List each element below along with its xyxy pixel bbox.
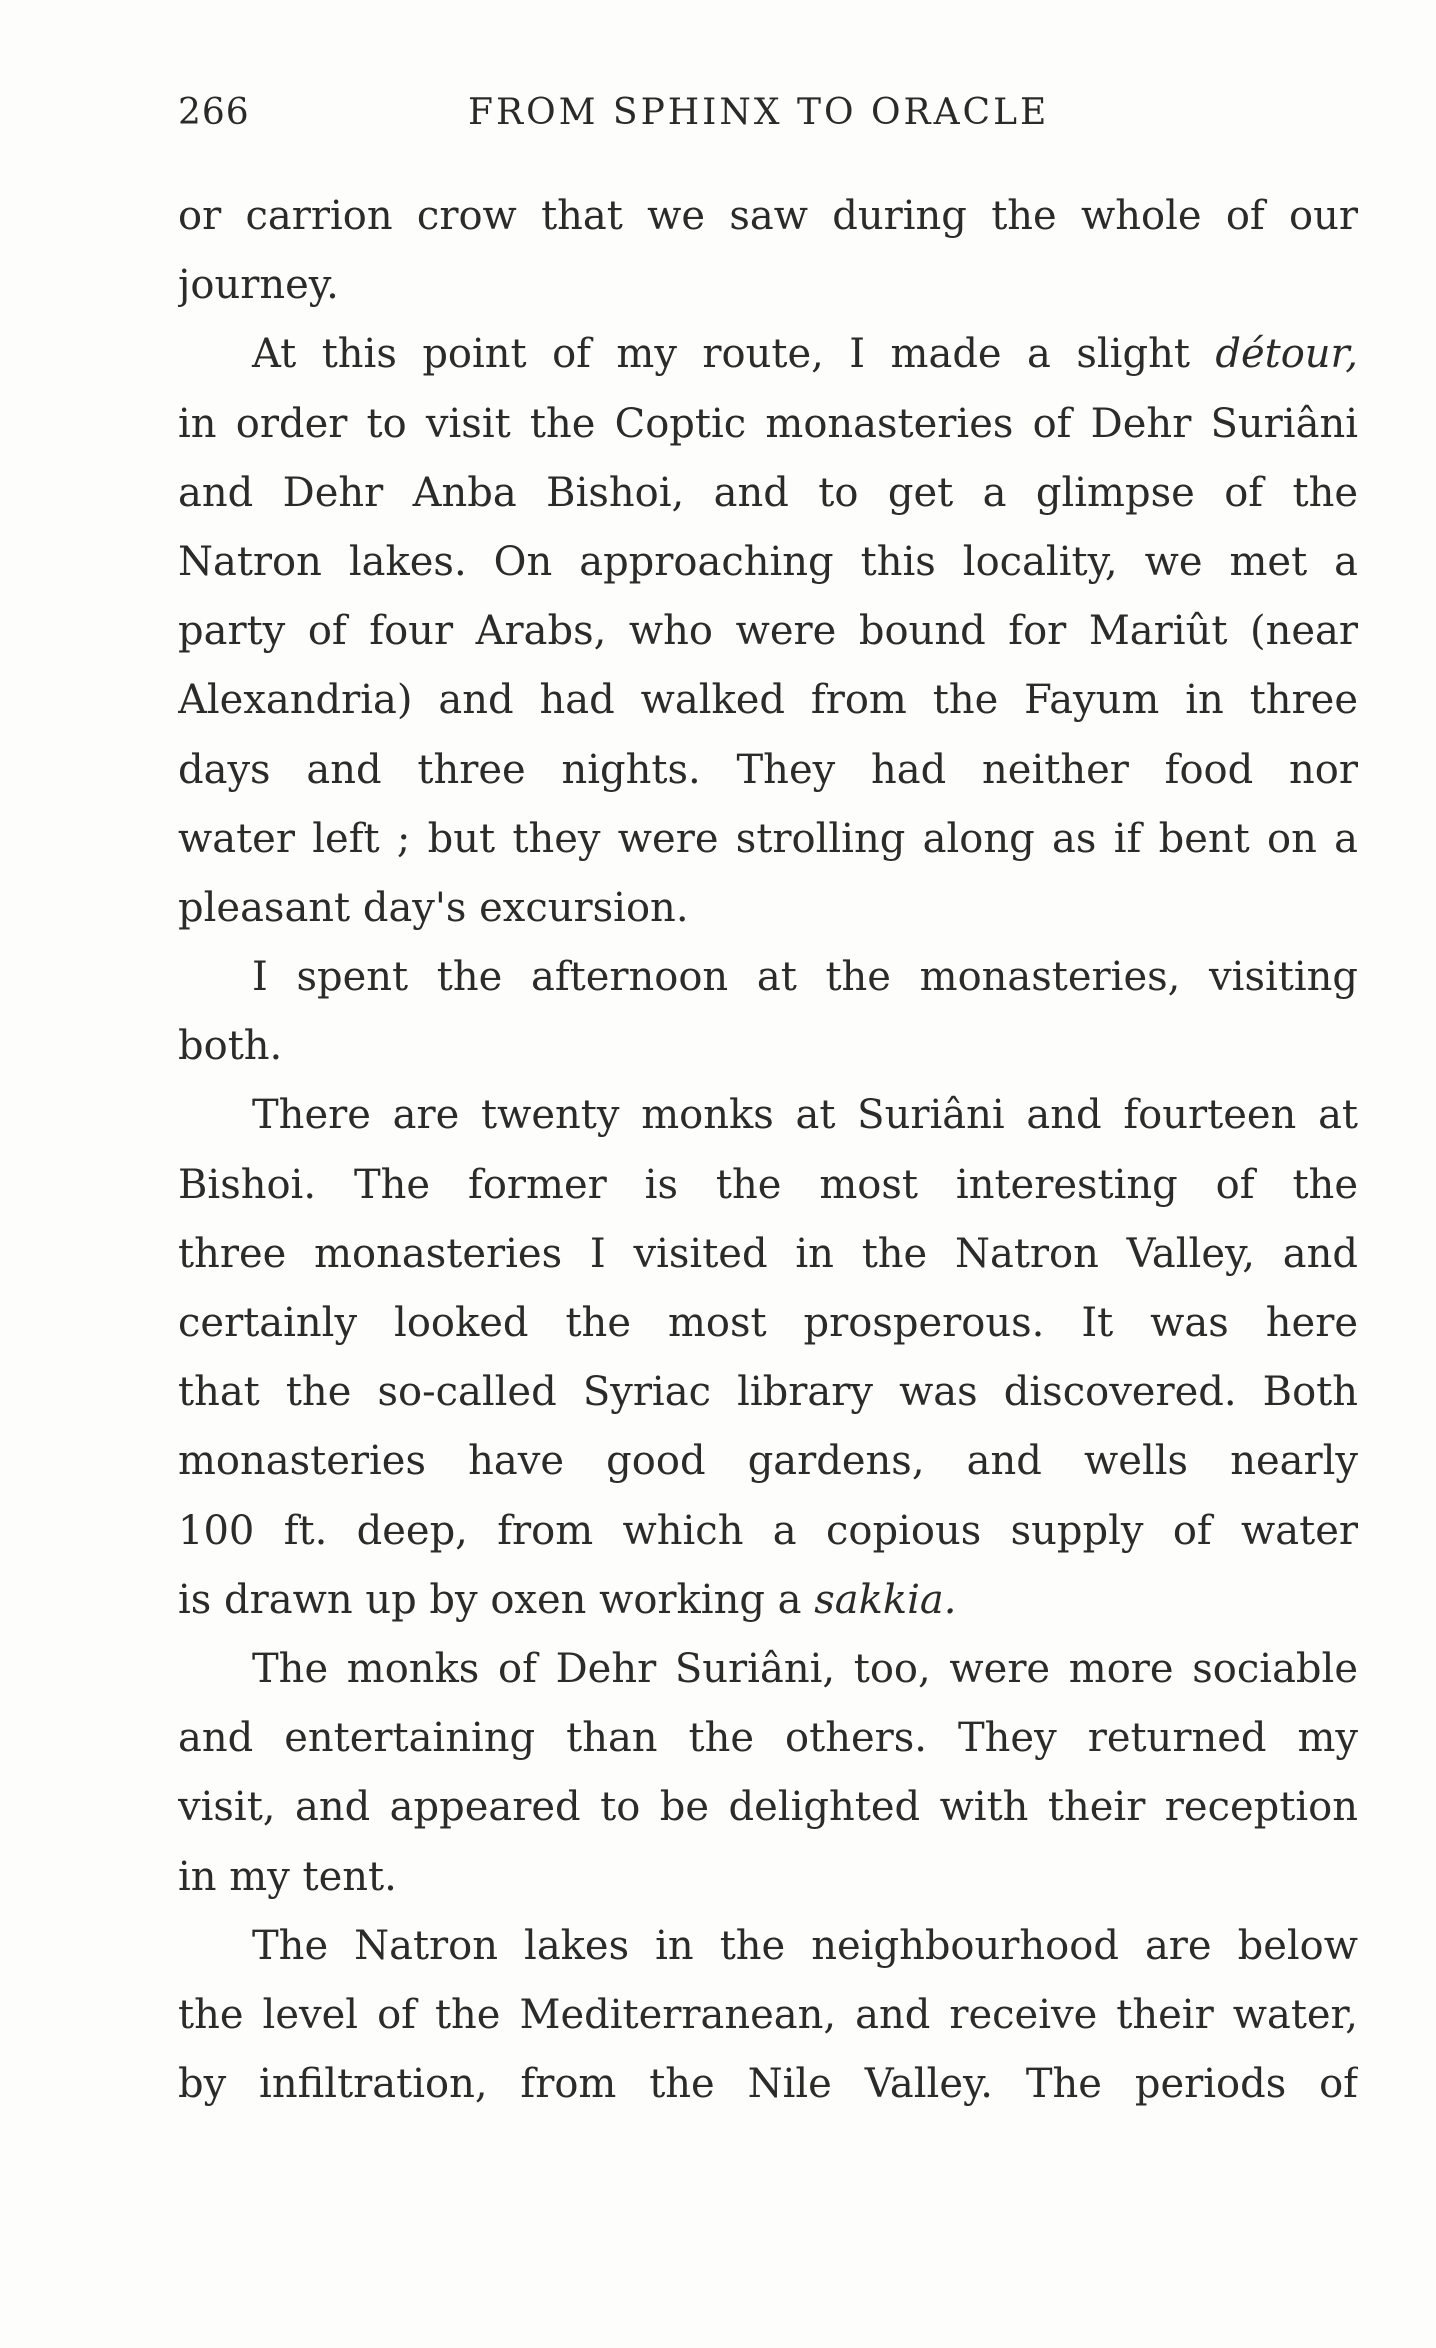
text-line: in order to visit the Coptic monasteries of Dehr Suriâni	[178, 400, 1358, 447]
text-line: days and three nights. They had neither food nor	[178, 746, 1358, 793]
text-line: both.	[178, 1023, 283, 1070]
text-line: visit, and appeared to be delighted with their reception	[178, 1784, 1358, 1831]
text-line: by infiltration, from the Nile Valley. The periods of	[178, 2061, 1358, 2108]
text-line: The monks of Dehr Suriâni, too, were more sociable	[252, 1645, 1358, 1692]
text-line: that the so-called Syriac library was discovered. Both	[178, 1369, 1358, 1416]
text-line: or carrion crow that we saw during the whole of our	[178, 193, 1358, 239]
italic-word: détour,	[1215, 331, 1358, 378]
text-line: and Dehr Anba Bishoi, and to get a glimpse of the	[178, 469, 1358, 516]
text-line: 100 ft. deep, from which a copious supply of water	[178, 1507, 1358, 1554]
text-line: water left ; but they were strolling along as if bent on a	[178, 815, 1358, 862]
text-line: is drawn up by oxen working a sakkia.	[178, 1576, 957, 1623]
text-line: Alexandria) and had walked from the Fayum in three	[178, 677, 1358, 724]
text-line: The Natron lakes in the neighbourhood are below	[252, 1922, 1358, 1969]
text-line: I spent the afternoon at the monasteries, visiting	[252, 954, 1358, 1001]
body-text	[178, 182, 1358, 2119]
text-line: Bishoi. The former is the most interesting of the	[178, 1161, 1358, 1208]
text-line: At this point of my route, I made a slight détour,	[252, 331, 1358, 378]
page-header	[178, 92, 1358, 148]
page-number: 266	[178, 92, 250, 133]
text-line: party of four Arabs, who were bound for Mariût (near	[178, 608, 1358, 655]
text-line: Natron lakes. On approaching this locality, we met a	[178, 538, 1358, 585]
text-line: certainly looked the most prosperous. It was here	[178, 1300, 1358, 1346]
italic-word: sakkia.	[814, 1576, 957, 1623]
text-line: and entertaining than the others. They returned my	[178, 1715, 1358, 1762]
text-line: There are twenty monks at Suriâni and fourteen at	[252, 1092, 1358, 1139]
running-title: FROM SPHINX TO ORACLE	[468, 92, 1050, 133]
text-line: in my tent.	[178, 1853, 397, 1900]
text-line: monasteries have good gardens, and wells nearly	[178, 1438, 1358, 1485]
text-line: three monasteries I visited in the Natron Valley, and	[178, 1230, 1358, 1277]
text-line: pleasant day's excursion.	[178, 884, 689, 931]
text-line: the level of the Mediterranean, and receive their water,	[178, 1991, 1358, 2038]
text-line: journey.	[178, 262, 339, 309]
